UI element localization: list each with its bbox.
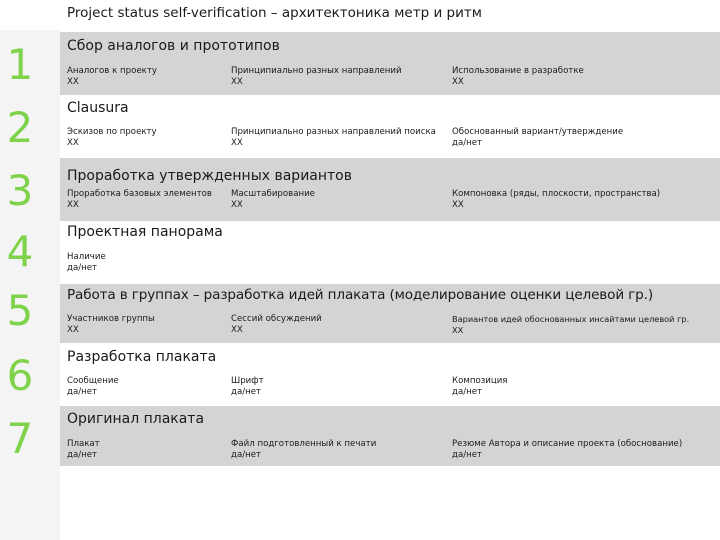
step-metric [67, 127, 157, 149]
metric-label: Компоновка (ряды, плоскости, пространства) [452, 189, 661, 199]
step-number: 3 [6, 166, 34, 215]
step-metric [67, 439, 100, 461]
metric-label: Сессий обсуждений [231, 314, 322, 324]
step-metric [231, 127, 436, 149]
metric-value: да/нет [231, 387, 262, 397]
metric-label: Шрифт [231, 376, 264, 386]
metric-value: да/нет [452, 138, 483, 148]
step-metric [67, 189, 212, 211]
metric-label: Эскизов по проекту [67, 127, 157, 137]
step-title: Clausura [67, 100, 129, 116]
step-row-6 [0, 343, 720, 406]
metric-label: Участников группы [67, 314, 155, 324]
metric-label: Масштабирование [231, 189, 315, 199]
metric-value: ХХ [452, 325, 464, 335]
metric-label: Резюме Автора и описание проекта (обоснование) [452, 439, 683, 449]
metric-label: Сообщение [67, 376, 119, 386]
step-number: 1 [6, 40, 34, 89]
metric-label: Плакат [67, 439, 100, 449]
page-title: Project status self-verification – архитектоника метр и ритм [67, 5, 482, 21]
metric-value: ХХ [67, 138, 79, 148]
step-metric [231, 189, 315, 211]
step-title: Проектная панорама [67, 224, 223, 240]
metric-value: ХХ [452, 200, 464, 210]
metric-label: Использование в разработке [452, 66, 584, 76]
step-metric [452, 189, 660, 211]
step-row-3 [0, 158, 720, 221]
metric-value: ХХ [231, 325, 243, 335]
step-title: Разработка плаката [67, 349, 217, 365]
step-metric [231, 376, 264, 398]
step-metric [67, 314, 155, 336]
step-metric [231, 439, 376, 461]
metric-value: ХХ [452, 77, 464, 87]
step-metric [452, 127, 623, 149]
step-title: Работа в группах – разработка идей плаката (моделирование оценки целевой гр.) [67, 287, 653, 303]
step-title: Оригинал плаката [67, 411, 205, 427]
step-metric [67, 376, 119, 398]
step-metric [231, 66, 402, 88]
step-row-4 [0, 221, 720, 284]
step-metric [452, 439, 682, 461]
metric-label: Аналогов к проекту [67, 66, 157, 76]
metric-value: ХХ [231, 138, 243, 148]
step-row-7 [0, 406, 720, 466]
metric-label: Обоснованный вариант/утверждение [452, 127, 624, 137]
step-row-5 [0, 284, 720, 343]
metric-label: Проработка базовых элементов [67, 189, 212, 199]
metric-value: да/нет [231, 450, 262, 460]
step-metric [452, 66, 584, 88]
metric-label: Композиция [452, 376, 508, 386]
step-number: 2 [6, 103, 34, 152]
metric-value: ХХ [67, 325, 79, 335]
metric-label: Принципиально разных направлений поиска [231, 127, 436, 137]
metric-label: Вариантов идей обоснованных инсайтами целевой гр. [452, 314, 690, 324]
metric-value: да/нет [67, 263, 98, 273]
metric-value: ХХ [67, 200, 79, 210]
metric-label: Принципиально разных направлений [231, 66, 402, 76]
step-number: 5 [6, 286, 34, 335]
metric-value: ХХ [231, 77, 243, 87]
step-metric [67, 252, 106, 274]
step-title: Сбор аналогов и прототипов [67, 38, 280, 54]
metric-value: да/нет [452, 387, 483, 397]
step-row-1 [0, 32, 720, 95]
metric-label: Файл подготовленный к печати [231, 439, 377, 449]
step-title: Проработка утвержденных вариантов [67, 168, 352, 184]
step-number: 7 [6, 414, 34, 463]
step-number: 6 [6, 351, 34, 400]
step-metric [452, 314, 689, 336]
step-row-2 [0, 95, 720, 158]
metric-value: да/нет [67, 450, 98, 460]
step-metric [452, 376, 507, 398]
metric-value: да/нет [452, 450, 483, 460]
step-metric [67, 66, 157, 88]
metric-value: ХХ [231, 200, 243, 210]
metric-value: ХХ [67, 77, 79, 87]
metric-value: да/нет [67, 387, 98, 397]
step-number: 4 [6, 227, 34, 276]
metric-label: Наличие [67, 252, 106, 262]
step-metric [231, 314, 322, 336]
